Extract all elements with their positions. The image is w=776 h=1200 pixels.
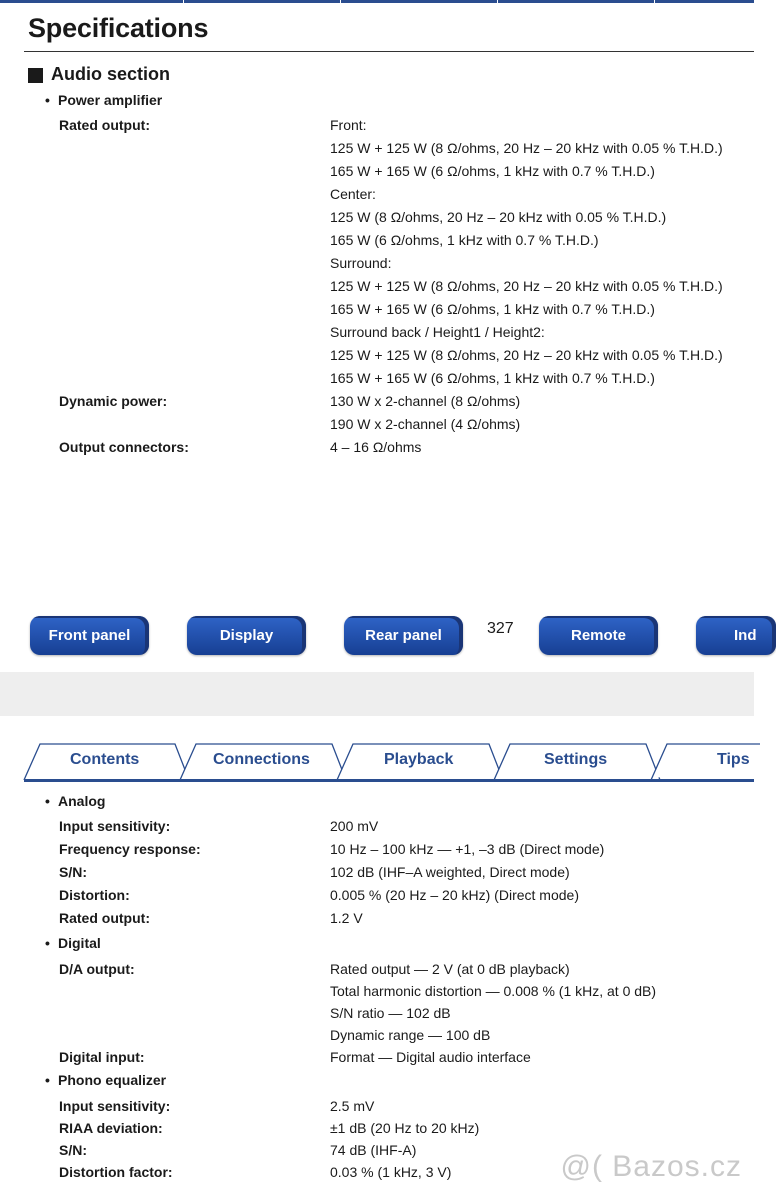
page-title: Specifications [28, 13, 209, 43]
spec-label: Dynamic power: [59, 393, 168, 409]
spec-value: 10 Hz – 100 kHz — +1, –3 dB (Direct mode) [330, 841, 605, 857]
rear-panel-button[interactable]: Rear panel [344, 616, 463, 655]
spec-value: Rated output — 2 V (at 0 dB playback) [330, 961, 570, 977]
tab-tips[interactable]: Tips [717, 751, 750, 768]
spec-value: 200 mV [330, 818, 379, 834]
spec-value: 0.03 % (1 kHz, 3 V) [330, 1164, 452, 1180]
spec-value: 0.005 % (20 Hz – 20 kHz) (Direct mode) [330, 887, 579, 903]
spec-value: 130 W x 2-channel (8 Ω/ohms) [330, 393, 521, 409]
spec-label: Distortion: [59, 887, 130, 903]
spec-value: Front: [330, 117, 367, 133]
section-heading: Audio section [51, 64, 171, 84]
tab-underline [24, 779, 754, 782]
spec-value: Format — Digital audio interface [330, 1049, 531, 1065]
spec-value: 125 W + 125 W (8 Ω/ohms, 20 Hz – 20 kHz with 0.05 % T.H.D.) [330, 347, 723, 363]
spec-value: 125 W (8 Ω/ohms, 20 Hz – 20 kHz with 0.05 % T.H.D.) [330, 209, 667, 225]
analog-heading: Analog [58, 793, 106, 809]
watermark: @( Bazos.cz [560, 1150, 742, 1183]
tab-contents[interactable]: Contents [70, 751, 140, 768]
spec-label: Output connectors: [59, 439, 189, 455]
bullet-icon: • [45, 793, 50, 809]
index-button[interactable]: Ind [696, 616, 776, 655]
top-color-bar [0, 0, 754, 3]
spec-label: Input sensitivity: [59, 818, 171, 834]
spec-value: 165 W + 165 W (6 Ω/ohms, 1 kHz with 0.7 % T.H.D.) [330, 370, 655, 386]
page-number: 327 [487, 620, 514, 637]
spec-label: S/N: [59, 1142, 87, 1158]
title-divider [24, 51, 754, 52]
spec-label: Digital input: [59, 1049, 145, 1065]
front-panel-button[interactable]: Front panel [30, 616, 149, 655]
spec-label: Frequency response: [59, 841, 201, 857]
spec-label: Rated output: [59, 117, 150, 133]
spec-value: 190 W x 2-channel (4 Ω/ohms) [330, 416, 521, 432]
spec-value: 102 dB (IHF–A weighted, Direct mode) [330, 864, 570, 880]
display-button[interactable]: Display [187, 616, 306, 655]
spec-value: Surround back / Height1 / Height2: [330, 324, 545, 340]
page-separator [0, 672, 754, 716]
spec-value: 125 W + 125 W (8 Ω/ohms, 20 Hz – 20 kHz with 0.05 % T.H.D.) [330, 140, 723, 156]
bullet-icon: • [45, 92, 50, 108]
spec-value: Total harmonic distortion — 0.008 % (1 kHz, at 0 dB) [330, 983, 657, 999]
spec-value: ±1 dB (20 Hz to 20 kHz) [330, 1120, 480, 1136]
spec-value: 1.2 V [330, 910, 363, 926]
spec-value: 165 W + 165 W (6 Ω/ohms, 1 kHz with 0.7 % T.H.D.) [330, 301, 655, 317]
spec-value: 2.5 mV [330, 1098, 375, 1114]
spec-label: Rated output: [59, 910, 150, 926]
bullet-icon: • [45, 935, 50, 951]
spec-value: 74 dB (IHF-A) [330, 1142, 417, 1158]
spec-value: 125 W + 125 W (8 Ω/ohms, 20 Hz – 20 kHz with 0.05 % T.H.D.) [330, 278, 723, 294]
spec-value: 165 W + 165 W (6 Ω/ohms, 1 kHz with 0.7 % T.H.D.) [330, 163, 655, 179]
spec-value: 165 W (6 Ω/ohms, 1 kHz with 0.7 % T.H.D.) [330, 232, 599, 248]
spec-label: Distortion factor: [59, 1164, 173, 1180]
tab-playback[interactable]: Playback [384, 751, 454, 768]
spec-value: Center: [330, 186, 376, 202]
spec-label: RIAA deviation: [59, 1120, 163, 1136]
spec-label: Input sensitivity: [59, 1098, 171, 1114]
spec-value: S/N ratio — 102 dB [330, 1005, 451, 1021]
section-square-icon [28, 68, 43, 83]
spec-value: Surround: [330, 255, 392, 271]
remote-button[interactable]: Remote [539, 616, 658, 655]
spec-value: Dynamic range — 100 dB [330, 1027, 491, 1043]
power-amplifier-heading: Power amplifier [58, 92, 163, 108]
spec-label: S/N: [59, 864, 87, 880]
phono-heading: Phono equalizer [58, 1072, 167, 1088]
bullet-icon: • [45, 1072, 50, 1088]
tab-connections[interactable]: Connections [213, 751, 310, 768]
digital-heading: Digital [58, 935, 101, 951]
spec-label: D/A output: [59, 961, 135, 977]
spec-value: 4 – 16 Ω/ohms [330, 439, 422, 455]
tab-settings[interactable]: Settings [544, 751, 608, 768]
